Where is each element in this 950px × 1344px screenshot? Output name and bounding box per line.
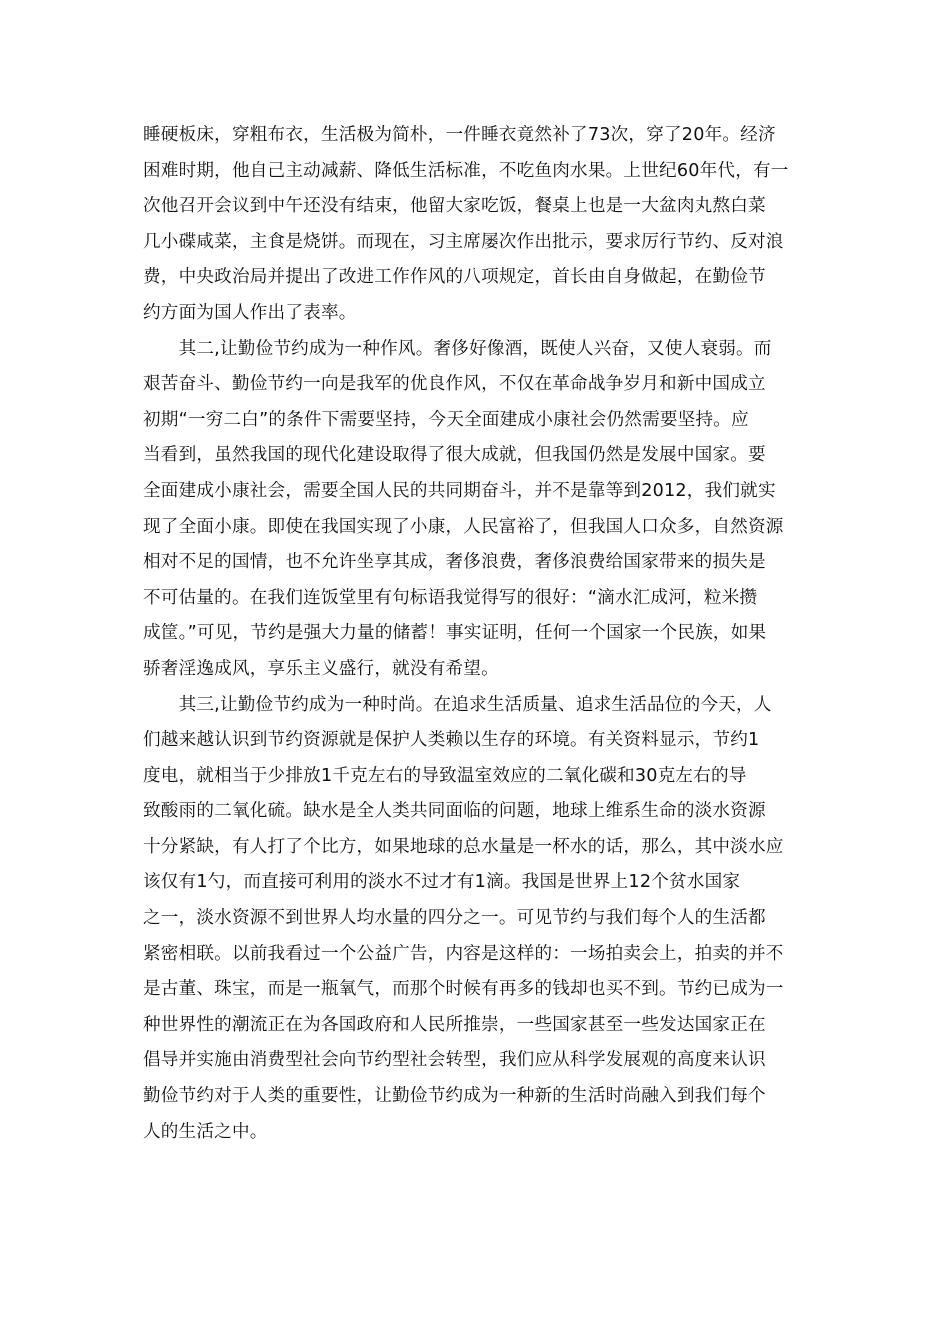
paragraph-line: 次他召开会议到中午还没有结束，他留大家吃饭，餐桌上也是一大盆肉丸熬白菜 [143, 196, 766, 217]
paragraph-line: 人的生活之中。 [143, 1121, 268, 1142]
paragraph-line: 初期“一穷二白”的条件下需要坚持，今天全面建成小康社会仍然需要坚持。应 [143, 409, 749, 430]
paragraph-3 [143, 688, 808, 1151]
paragraph-line: 当看到，虽然我国的现代化建设取得了很大成就，但我国仍然是发展中国家。要 [143, 445, 766, 466]
paragraph-line: 不可估量的。在我们连饭堂里有句标语我觉得写的很好：“滴水汇成河，粒米攒 [143, 587, 758, 608]
paragraph-line: 们越来越认识到节约资源就是保护人类赖以生存的环境。有关资料显示，节约1 [143, 730, 760, 751]
paragraph-line: 费，中央政治局并提出了改进工作作风的八项规定，首长由自身做起，在勤俭节 [143, 267, 766, 288]
paragraph-line: 困难时期，他自己主动减薪、降低生活标准，不吃鱼肉水果。上世纪60年代，有一 [143, 160, 789, 181]
paragraph-line: 睡硬板床，穿粗布衣，生活极为简朴，一件睡衣竟然补了73次，穿了20年。经济 [143, 125, 776, 145]
paragraph-line: 几小碟咸菜，主食是烧饼。而现在，习主席屡次作出批示，要求厉行节约、反对浪 [143, 231, 784, 252]
paragraph-line: 是古董、珠宝，而是一瓶氧气，而那个时候有再多的钱却也买不到。节约已成为一 [143, 979, 784, 1000]
paragraph-line: 勤俭节约对于人类的重要性，让勤俭节约成为一种新的生活时尚融入到我们每个 [143, 1086, 766, 1107]
paragraph-line: 成筐。”可见，节约是强大力量的储蓄！事实证明，任何一个国家一个民族，如果 [143, 623, 767, 644]
paragraph-line: 紧密相联。以前我看过一个公益广告，内容是这样的：一场拍卖会上，拍卖的并不 [143, 943, 784, 964]
paragraph-1 [143, 118, 808, 332]
document-body [143, 118, 808, 1150]
paragraph-line: 约方面为国人作出了表率。 [143, 302, 357, 323]
paragraph-line: 倡导并实施由消费型社会向节约型社会转型，我们应从科学发展观的高度来认识 [143, 1050, 766, 1071]
paragraph-line: 相对不足的国情，也不允许坐享其成，奢侈浪费，奢侈浪费给国家带来的损失是 [143, 552, 766, 573]
paragraph-line: 种世界性的潮流正在为各国政府和人民所推崇，一些国家甚至一些发达国家正在 [143, 1014, 766, 1035]
paragraph-line: 其二,让勤俭节约成为一种作风。奢侈好像酒，既使人兴奋，又使人衰弱。而 [143, 338, 772, 359]
paragraph-line: 该仅有1勺，而直接可利用的淡水不过才有1滴。我国是世界上12个贫水国家 [143, 872, 741, 893]
paragraph-line: 现了全面小康。即使在我国实现了小康，人民富裕了，但我国人口众多，自然资源 [143, 516, 784, 537]
paragraph-line: 其三,让勤俭节约成为一种时尚。在追求生活质量、追求生活品位的今天，人 [143, 694, 772, 715]
paragraph-2 [143, 332, 808, 688]
paragraph-line: 度电，就相当于少排放1千克左右的导致温室效应的二氧化碳和30克左右的导 [143, 765, 747, 786]
paragraph-line: 之一，淡水资源不到世界人均水量的四分之一。可见节约与我们每个人的生活都 [143, 908, 766, 929]
paragraph-line: 全面建成小康社会，需要全国人民的共同期奋斗，并不是靠等到2012，我们就实 [143, 480, 776, 501]
paragraph-line: 十分紧缺，有人打了个比方，如果地球的总水量是一杯水的话，那么，其中淡水应 [143, 836, 784, 857]
paragraph-line: 骄奢淫逸成风，享乐主义盛行，就没有希望。 [143, 658, 499, 679]
paragraph-line: 致酸雨的二氧化硫。缺水是全人类共同面临的问题，地球上维系生命的淡水资源 [143, 801, 766, 822]
paragraph-line: 艰苦奋斗、勤俭节约一向是我军的优良作风，不仅在革命战争岁月和新中国成立 [143, 374, 766, 395]
